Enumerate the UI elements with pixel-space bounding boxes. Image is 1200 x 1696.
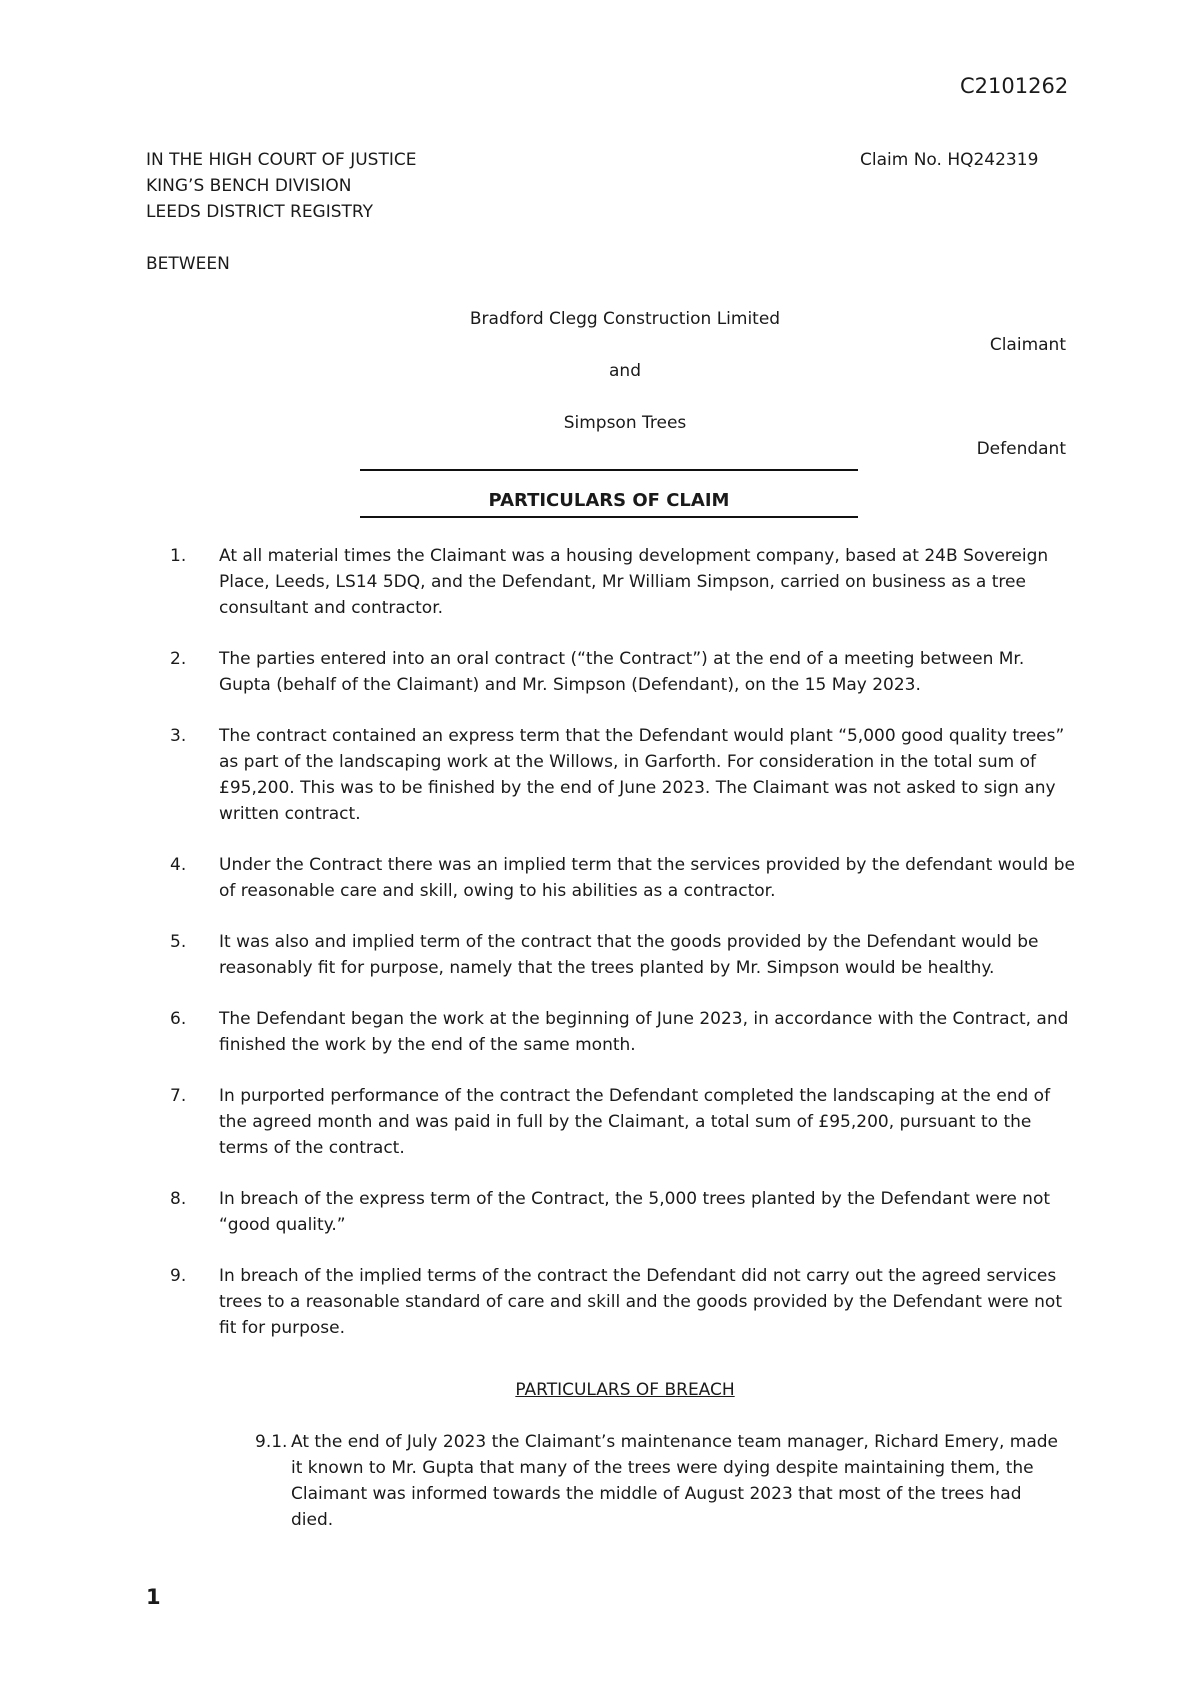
paragraph-text: The parties entered into an oral contract (“the Contract”) at the end of a meeting between Mr. Gupta (behalf of the Claimant) and Mr. Simpson (Defendant), on the 15 May 2023. — [219, 649, 1025, 695]
document-title: PARTICULARS OF CLAIM — [488, 490, 730, 511]
document-reference: C2101262 — [960, 74, 1069, 98]
paragraph — [170, 929, 1076, 981]
paragraph-text: At all material times the Claimant was a housing development company, based at 24B Sovereign Place, Leeds, LS14 5DQ, and the Defendant, Mr William Simpson, carried on business as a tree consultant and contractor. — [219, 546, 1049, 618]
paragraph — [170, 1263, 1076, 1341]
paragraph-text: In breach of the express term of the Contract, the 5,000 trees planted by the Defendant were not “good quality.” — [219, 1189, 1051, 1235]
between-label: BETWEEN — [146, 254, 230, 274]
paragraph-text: The Defendant began the work at the beginning of June 2023, in accordance with the Contract, and finished the work by the end of the same month. — [219, 1009, 1069, 1055]
paragraph — [170, 1006, 1076, 1058]
and-label: and — [609, 361, 641, 381]
paragraph — [170, 1083, 1076, 1161]
paragraph — [170, 543, 1076, 621]
court-line: LEEDS DISTRICT REGISTRY — [146, 202, 374, 222]
paragraph-text: In breach of the implied terms of the contract the Defendant did not carry out the agreed services trees to a reasonable standard of care and skill and the goods provided by the Defendant were not fit for purpose. — [219, 1266, 1063, 1338]
paragraph — [170, 723, 1076, 827]
paragraph-number: 2. — [170, 649, 187, 669]
sub-paragraph — [255, 1429, 1067, 1533]
paragraph — [170, 1186, 1076, 1238]
court-line: KING’S BENCH DIVISION — [146, 176, 352, 196]
paragraph-text: Under the Contract there was an implied term that the services provided by the defendant would be of reasonable care and skill, owing to his abilities as a contractor. — [219, 855, 1075, 901]
paragraph-number: 6. — [170, 1009, 187, 1029]
sub-paragraph-text: At the end of July 2023 the Claimant’s maintenance team manager, Richard Emery, made it known to Mr. Gupta that many of the trees were dying despite maintaining them, the Claimant was informed towards the middle of August 2023 that most of the trees had died. — [291, 1432, 1058, 1530]
paragraph-text: The contract contained an express term that the Defendant would plant “5,000 good quality trees” as part of the landscaping work at the Willows, in Garforth. For consideration in the total sum of £95,200. This was to be finished by the end of June 2023. The Claimant was not asked to sign any written contract. — [219, 726, 1065, 824]
paragraph — [170, 852, 1076, 904]
paragraph-number: 7. — [170, 1086, 187, 1106]
title-rule-top — [360, 469, 858, 471]
paragraph — [170, 646, 1076, 698]
court-heading — [146, 147, 416, 225]
page-number: 1 — [146, 1585, 161, 1609]
paragraph-text: In purported performance of the contract the Defendant completed the landscaping at the end of the agreed month and was paid in full by the Claimant, a total sum of £95,200, pursuant to the terms of the contract. — [219, 1086, 1051, 1158]
paragraph-text: It was also and implied term of the contract that the goods provided by the Defendant would be reasonably fit for purpose, namely that the trees planted by Mr. Simpson would be healthy. — [219, 932, 1039, 978]
defendant-name: Simpson Trees — [563, 413, 687, 433]
sub-paragraph-number: 9.1. — [255, 1432, 288, 1452]
paragraph-number: 8. — [170, 1189, 187, 1209]
claimant-role: Claimant — [989, 335, 1066, 355]
paragraph-number: 3. — [170, 726, 187, 746]
title-rule-bottom — [360, 516, 858, 518]
defendant-role: Defendant — [976, 439, 1066, 459]
paragraph-number: 4. — [170, 855, 187, 875]
breach-heading: PARTICULARS OF BREACH — [515, 1380, 735, 1400]
court-line: IN THE HIGH COURT OF JUSTICE — [146, 150, 417, 170]
claim-paragraphs — [170, 543, 1076, 1366]
claimant-name: Bradford Clegg Construction Limited — [469, 309, 781, 329]
paragraph-number: 9. — [170, 1266, 187, 1286]
paragraph-number: 5. — [170, 932, 187, 952]
paragraph-number: 1. — [170, 546, 187, 566]
claim-number: Claim No. HQ242319 — [860, 150, 1039, 170]
